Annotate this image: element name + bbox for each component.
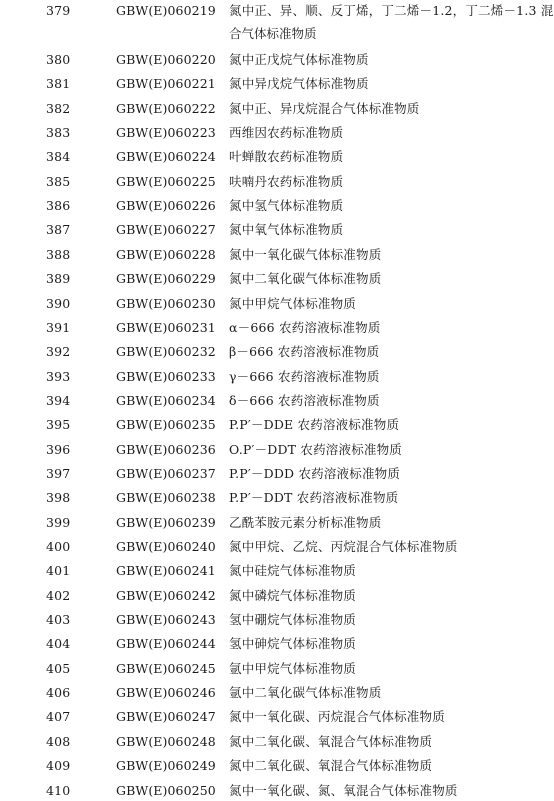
- material-name: α－666 农药溶液标准物质: [229, 319, 381, 335]
- row-number: 387: [46, 222, 71, 238]
- standard-code: GBW(E)060221: [116, 76, 216, 92]
- standard-code: GBW(E)060234: [116, 392, 216, 408]
- material-name: 氮中正、异戊烷混合气体标准物质: [229, 100, 420, 116]
- material-name: 氮中二氧化碳、氧混合气体标准物质: [229, 758, 433, 774]
- table-row: [0, 488, 500, 508]
- row-number: 409: [46, 758, 71, 774]
- row-number: 379: [46, 3, 71, 18]
- standard-code: GBW(E)060220: [116, 52, 216, 67]
- table-row: [0, 99, 500, 119]
- row-number: 384: [46, 149, 71, 165]
- row-number: 393: [46, 368, 71, 384]
- standard-code: GBW(E)060222: [116, 100, 216, 116]
- standard-code: GBW(E)060249: [116, 758, 216, 774]
- row-number: 406: [46, 685, 71, 701]
- table-row: [0, 367, 500, 387]
- material-name: 氢中硼烷气体标准物质: [229, 612, 357, 628]
- standard-code: GBW(E)060236: [116, 441, 216, 457]
- material-name: 氢中砷烷气体标准物质: [229, 636, 357, 652]
- standard-code: GBW(E)060247: [116, 709, 216, 725]
- material-name: δ－666 农药溶液标准物质: [229, 392, 380, 408]
- table-row: [0, 659, 500, 679]
- material-name: 氩中甲烷气体标准物质: [229, 660, 357, 676]
- table-row: [0, 391, 500, 411]
- table-row: [0, 342, 500, 362]
- standard-code: GBW(E)060227: [116, 222, 216, 238]
- material-name-continuation: 合气体标准物质: [229, 26, 317, 41]
- standard-code: GBW(E)060226: [116, 198, 216, 214]
- material-name: 氮中一氧化碳、氮、氧混合气体标准物质: [229, 782, 458, 798]
- table-row: [0, 732, 500, 752]
- row-number: 391: [46, 319, 71, 335]
- standard-code: GBW(E)060245: [116, 660, 216, 676]
- material-name: 氮中氢气体标准物质: [229, 198, 344, 214]
- standard-code: GBW(E)060224: [116, 149, 216, 165]
- standard-code: GBW(E)060230: [116, 295, 216, 311]
- material-name: 氮中氧气体标准物质: [229, 222, 344, 238]
- material-name: P.P′－DDT 农药溶液标准物质: [229, 490, 399, 506]
- table-row: [0, 172, 500, 192]
- table-row: [0, 610, 500, 630]
- table-row: [0, 415, 500, 435]
- table-row: [0, 756, 500, 776]
- material-name: 氮中磷烷气体标准物质: [229, 587, 357, 603]
- standard-code: GBW(E)060238: [116, 490, 216, 506]
- material-name: 氮中甲烷气体标准物质: [229, 295, 357, 311]
- table-row: [0, 245, 500, 265]
- material-name: 氮中二氧化碳、氧混合气体标准物质: [229, 733, 433, 749]
- row-number: 385: [46, 173, 71, 189]
- row-number: 403: [46, 612, 71, 628]
- row-number: 390: [46, 295, 71, 311]
- standard-code: GBW(E)060228: [116, 246, 216, 262]
- table-row: [0, 74, 500, 94]
- row-number: 381: [46, 76, 71, 92]
- material-name: 氮中正戊烷气体标准物质: [229, 52, 369, 67]
- row-number: 388: [46, 246, 71, 262]
- standard-code: GBW(E)060225: [116, 173, 216, 189]
- table-row: [0, 586, 500, 606]
- standard-code: GBW(E)060246: [116, 685, 216, 701]
- row-number: 401: [46, 563, 71, 579]
- table-row: [0, 269, 500, 289]
- material-name: 氮中一氧化碳、丙烷混合气体标准物质: [229, 709, 445, 725]
- standard-code: GBW(E)060240: [116, 539, 216, 554]
- table-row: [0, 147, 500, 167]
- standard-code: GBW(E)060244: [116, 636, 216, 652]
- table-row: [0, 123, 500, 143]
- material-name: 氮中正、异、顺、反丁烯，丁二烯－1.2，丁二烯－1.3 混: [229, 3, 554, 18]
- material-name: P.P′－DDD 农药溶液标准物质: [229, 465, 401, 481]
- row-number: 386: [46, 198, 71, 214]
- material-name: 氮中一氧化碳气体标准物质: [229, 246, 382, 262]
- row-number: 408: [46, 733, 71, 749]
- table-row: [0, 220, 500, 240]
- row-number: 395: [46, 417, 71, 433]
- standard-code: GBW(E)060237: [116, 465, 216, 481]
- standard-code: GBW(E)060223: [116, 125, 216, 141]
- row-number: 396: [46, 441, 71, 457]
- row-number: 392: [46, 344, 71, 360]
- table-row: [0, 537, 500, 557]
- standard-code: GBW(E)060235: [116, 417, 216, 433]
- row-number: 402: [46, 587, 71, 603]
- material-name: P.P′－DDE 农药溶液标准物质: [229, 417, 400, 433]
- row-number: 383: [46, 125, 71, 141]
- table-row: [0, 634, 500, 654]
- row-number: 380: [46, 52, 71, 67]
- material-name: 氩中二氧化碳气体标准物质: [229, 685, 382, 701]
- standard-code: GBW(E)060231: [116, 319, 216, 335]
- standard-code: GBW(E)060219: [116, 3, 216, 18]
- material-name: 呋喃丹农药标准物质: [229, 173, 344, 189]
- standard-code: GBW(E)060239: [116, 514, 216, 530]
- table-row: [0, 561, 500, 581]
- standard-code: GBW(E)060242: [116, 587, 216, 603]
- table-row: [0, 318, 500, 338]
- material-name: 西维因农药标准物质: [229, 125, 344, 141]
- row-number: 410: [46, 782, 71, 798]
- standard-code: GBW(E)060243: [116, 612, 216, 628]
- table-row-continuation: [0, 24, 500, 44]
- material-name: 氮中异戊烷气体标准物质: [229, 76, 369, 92]
- row-number: 394: [46, 392, 71, 408]
- row-number: 382: [46, 100, 71, 116]
- standard-code: GBW(E)060232: [116, 344, 216, 360]
- table-row: [0, 683, 500, 703]
- table-row: [0, 781, 500, 801]
- material-name: γ－666 农药溶液标准物质: [229, 368, 380, 384]
- row-number: 399: [46, 514, 71, 530]
- material-name: β－666 农药溶液标准物质: [229, 344, 380, 360]
- table-row: [0, 440, 500, 460]
- table-row: [0, 464, 500, 484]
- table-row: [0, 1, 554, 21]
- material-name: 氮中硅烷气体标准物质: [229, 563, 357, 579]
- row-number: 389: [46, 271, 71, 287]
- material-name: O.P′－DDT 农药溶液标准物质: [229, 441, 402, 457]
- standard-code: GBW(E)060233: [116, 368, 216, 384]
- row-number: 397: [46, 465, 71, 481]
- material-name: 叶蝉散农药标准物质: [229, 149, 344, 165]
- standard-code: GBW(E)060229: [116, 271, 216, 287]
- standard-code: GBW(E)060250: [116, 782, 216, 798]
- material-name: 乙酰苯胺元素分析标准物质: [229, 514, 382, 530]
- row-number: 405: [46, 660, 71, 676]
- table-row: [0, 707, 500, 727]
- table-row: [0, 294, 500, 314]
- material-name: 氮中甲烷、乙烷、丙烷混合气体标准物质: [229, 539, 458, 554]
- table-row: [0, 513, 500, 533]
- row-number: 404: [46, 636, 71, 652]
- material-name: 氮中二氧化碳气体标准物质: [229, 271, 382, 287]
- row-number: 400: [46, 539, 71, 554]
- table-row: [0, 50, 500, 70]
- standard-code: GBW(E)060241: [116, 563, 216, 579]
- standard-code: GBW(E)060248: [116, 733, 216, 749]
- row-number: 407: [46, 709, 71, 725]
- row-number: 398: [46, 490, 71, 506]
- table-row: [0, 196, 500, 216]
